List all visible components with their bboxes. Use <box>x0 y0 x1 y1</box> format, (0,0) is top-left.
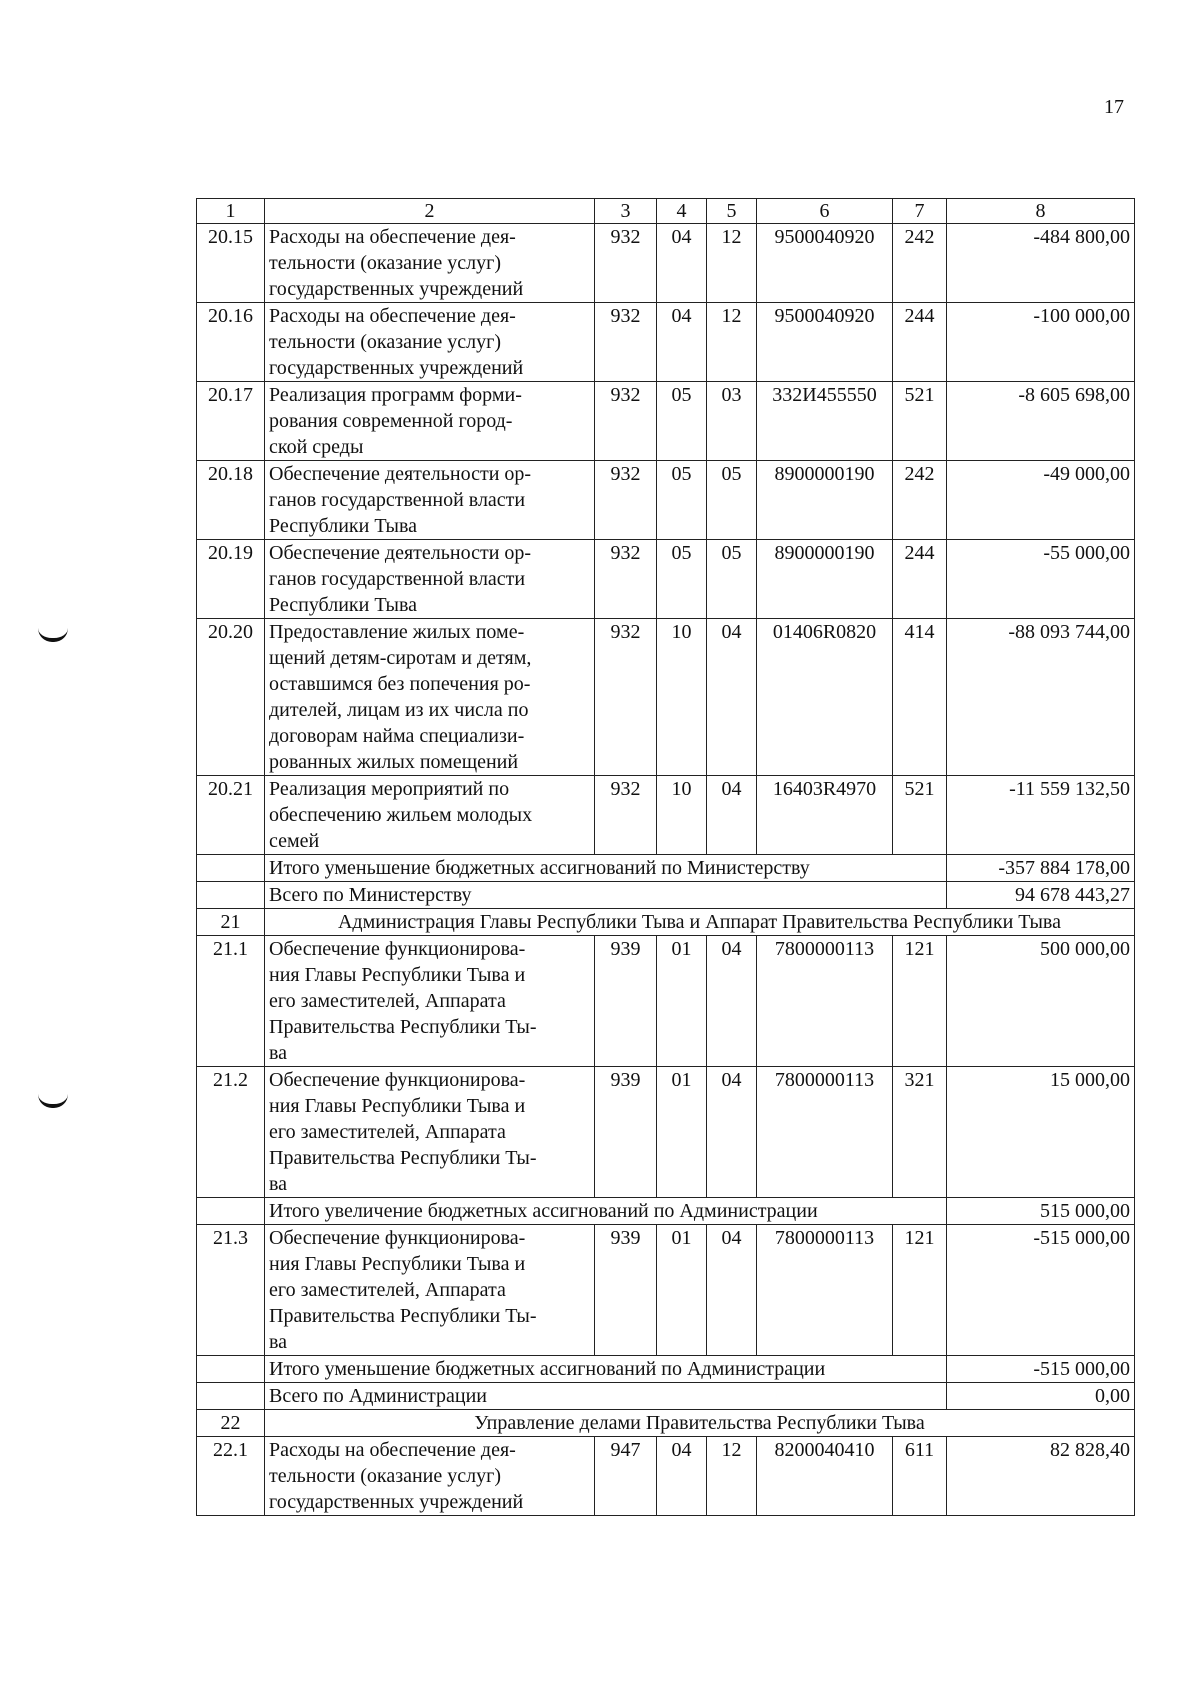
cell-code-4: 05 <box>657 461 707 540</box>
row-number: 20.21 <box>197 776 265 855</box>
cell-code-4: 04 <box>657 303 707 382</box>
table-row <box>197 224 1135 303</box>
row-description: Предоставление жилых поме- щений детям-сиротам и детям, оставшимся без попечения ро- дителей, лицам из их числа по договорам найма специализи- рованных жилых помещений <box>265 619 595 776</box>
cell-code-7: 244 <box>893 303 947 382</box>
summary-empty-cell <box>197 855 265 882</box>
summary-amount: 94 678 443,27 <box>947 882 1135 909</box>
cell-code-7: 521 <box>893 382 947 461</box>
row-number: 20.19 <box>197 540 265 619</box>
summary-row <box>197 882 1135 909</box>
row-description: Расходы на обеспечение дея- тельности (оказание услуг) государственных учреждений <box>265 224 595 303</box>
column-header: 4 <box>657 199 707 224</box>
row-number: 22.1 <box>197 1437 265 1516</box>
cell-code-6: 9500040920 <box>757 224 893 303</box>
cell-code-3: 947 <box>595 1437 657 1516</box>
section-header-row <box>197 909 1135 936</box>
row-amount: -55 000,00 <box>947 540 1135 619</box>
cell-code-5: 12 <box>707 224 757 303</box>
summary-row <box>197 855 1135 882</box>
column-header: 1 <box>197 199 265 224</box>
table-row <box>197 776 1135 855</box>
summary-amount: -357 884 178,00 <box>947 855 1135 882</box>
summary-empty-cell <box>197 1383 265 1410</box>
column-header: 2 <box>265 199 595 224</box>
summary-empty-cell <box>197 882 265 909</box>
cell-code-4: 10 <box>657 619 707 776</box>
cell-code-6: 8900000190 <box>757 461 893 540</box>
cell-code-7: 321 <box>893 1067 947 1198</box>
cell-code-5: 05 <box>707 461 757 540</box>
cell-code-7: 414 <box>893 619 947 776</box>
cell-code-3: 939 <box>595 1225 657 1356</box>
table-header-row <box>197 199 1135 224</box>
cell-code-6: 7800000113 <box>757 936 893 1067</box>
cell-code-5: 03 <box>707 382 757 461</box>
cell-code-5: 05 <box>707 540 757 619</box>
cell-code-7: 242 <box>893 224 947 303</box>
summary-label: Всего по Администрации <box>265 1383 947 1410</box>
summary-label: Итого уменьшение бюджетных ассигнований по Администрации <box>265 1356 947 1383</box>
cell-code-6: 9500040920 <box>757 303 893 382</box>
section-number: 22 <box>197 1410 265 1437</box>
row-amount: -100 000,00 <box>947 303 1135 382</box>
table-row <box>197 619 1135 776</box>
cell-code-7: 521 <box>893 776 947 855</box>
row-amount: -484 800,00 <box>947 224 1135 303</box>
row-amount: 15 000,00 <box>947 1067 1135 1198</box>
cell-code-3: 939 <box>595 1067 657 1198</box>
margin-mark <box>38 628 68 642</box>
summary-amount: -515 000,00 <box>947 1356 1135 1383</box>
row-number: 21.2 <box>197 1067 265 1198</box>
row-amount: -88 093 744,00 <box>947 619 1135 776</box>
page-number: 17 <box>1104 96 1124 118</box>
row-description: Реализация мероприятий по обеспечению жильем молодых семей <box>265 776 595 855</box>
cell-code-4: 01 <box>657 1067 707 1198</box>
cell-code-6: 8200040410 <box>757 1437 893 1516</box>
cell-code-6: 332И455550 <box>757 382 893 461</box>
table-row <box>197 461 1135 540</box>
summary-amount: 0,00 <box>947 1383 1135 1410</box>
row-description: Обеспечение деятельности ор- ганов государственной власти Республики Тыва <box>265 461 595 540</box>
row-description: Обеспечение функционирова- ния Главы Республики Тыва и его заместителей, Аппарата Правительства Республики Ты- ва <box>265 1067 595 1198</box>
row-description: Расходы на обеспечение дея- тельности (оказание услуг) государственных учреждений <box>265 303 595 382</box>
summary-empty-cell <box>197 1198 265 1225</box>
row-number: 20.20 <box>197 619 265 776</box>
section-title: Управление делами Правительства Республики Тыва <box>265 1410 1135 1437</box>
table-row <box>197 303 1135 382</box>
column-header: 7 <box>893 199 947 224</box>
summary-empty-cell <box>197 1356 265 1383</box>
cell-code-3: 939 <box>595 936 657 1067</box>
cell-code-6: 8900000190 <box>757 540 893 619</box>
budget-table <box>196 198 1135 1516</box>
row-amount: 500 000,00 <box>947 936 1135 1067</box>
cell-code-7: 611 <box>893 1437 947 1516</box>
cell-code-5: 12 <box>707 303 757 382</box>
table-row <box>197 1067 1135 1198</box>
cell-code-3: 932 <box>595 540 657 619</box>
row-number: 20.16 <box>197 303 265 382</box>
cell-code-7: 121 <box>893 936 947 1067</box>
column-header: 5 <box>707 199 757 224</box>
cell-code-4: 04 <box>657 224 707 303</box>
cell-code-6: 01406R0820 <box>757 619 893 776</box>
cell-code-4: 01 <box>657 1225 707 1356</box>
cell-code-3: 932 <box>595 619 657 776</box>
row-number: 20.17 <box>197 382 265 461</box>
row-description: Реализация программ форми- рования современной город- ской среды <box>265 382 595 461</box>
row-amount: -49 000,00 <box>947 461 1135 540</box>
table-row <box>197 1225 1135 1356</box>
section-header-row <box>197 1410 1135 1437</box>
row-amount: 82 828,40 <box>947 1437 1135 1516</box>
table-row <box>197 1437 1135 1516</box>
summary-label: Итого уменьшение бюджетных ассигнований по Министерству <box>265 855 947 882</box>
cell-code-4: 04 <box>657 1437 707 1516</box>
cell-code-5: 04 <box>707 1225 757 1356</box>
cell-code-7: 242 <box>893 461 947 540</box>
cell-code-5: 04 <box>707 776 757 855</box>
table-row <box>197 382 1135 461</box>
cell-code-5: 12 <box>707 1437 757 1516</box>
row-description: Обеспечение функционирова- ния Главы Республики Тыва и его заместителей, Аппарата Правительства Республики Ты- ва <box>265 1225 595 1356</box>
row-amount: -11 559 132,50 <box>947 776 1135 855</box>
cell-code-7: 244 <box>893 540 947 619</box>
row-description: Обеспечение функционирова- ния Главы Республики Тыва и его заместителей, Аппарата Правительства Республики Ты- ва <box>265 936 595 1067</box>
table-row <box>197 936 1135 1067</box>
row-number: 21.3 <box>197 1225 265 1356</box>
summary-row <box>197 1198 1135 1225</box>
row-amount: -8 605 698,00 <box>947 382 1135 461</box>
cell-code-5: 04 <box>707 619 757 776</box>
row-number: 20.18 <box>197 461 265 540</box>
summary-amount: 515 000,00 <box>947 1198 1135 1225</box>
cell-code-6: 16403R4970 <box>757 776 893 855</box>
cell-code-4: 05 <box>657 382 707 461</box>
cell-code-7: 121 <box>893 1225 947 1356</box>
row-number: 20.15 <box>197 224 265 303</box>
cell-code-3: 932 <box>595 461 657 540</box>
column-header: 8 <box>947 199 1135 224</box>
cell-code-4: 05 <box>657 540 707 619</box>
section-number: 21 <box>197 909 265 936</box>
row-description: Расходы на обеспечение дея- тельности (оказание услуг) государственных учреждений <box>265 1437 595 1516</box>
cell-code-5: 04 <box>707 1067 757 1198</box>
margin-mark <box>38 1094 68 1108</box>
cell-code-6: 7800000113 <box>757 1225 893 1356</box>
cell-code-3: 932 <box>595 224 657 303</box>
summary-label: Всего по Министерству <box>265 882 947 909</box>
row-number: 21.1 <box>197 936 265 1067</box>
cell-code-4: 10 <box>657 776 707 855</box>
column-header: 3 <box>595 199 657 224</box>
column-header: 6 <box>757 199 893 224</box>
row-amount: -515 000,00 <box>947 1225 1135 1356</box>
cell-code-3: 932 <box>595 382 657 461</box>
section-title: Администрация Главы Республики Тыва и Аппарат Правительства Республики Тыва <box>265 909 1135 936</box>
cell-code-6: 7800000113 <box>757 1067 893 1198</box>
cell-code-4: 01 <box>657 936 707 1067</box>
cell-code-5: 04 <box>707 936 757 1067</box>
cell-code-3: 932 <box>595 776 657 855</box>
summary-row <box>197 1356 1135 1383</box>
row-description: Обеспечение деятельности ор- ганов государственной власти Республики Тыва <box>265 540 595 619</box>
summary-row <box>197 1383 1135 1410</box>
cell-code-3: 932 <box>595 303 657 382</box>
table-row <box>197 540 1135 619</box>
summary-label: Итого увеличение бюджетных ассигнований по Администрации <box>265 1198 947 1225</box>
